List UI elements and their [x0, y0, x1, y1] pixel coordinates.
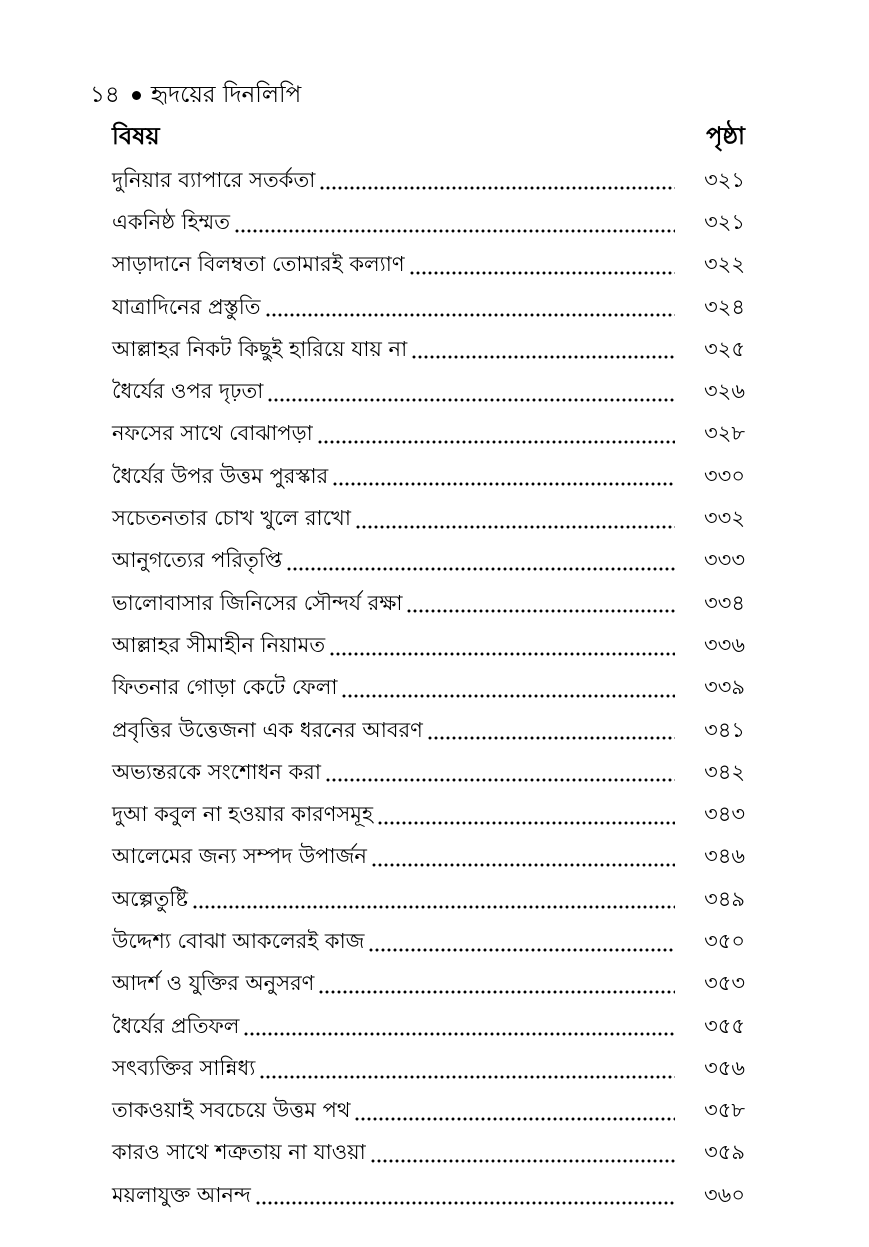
dot-leader: [259, 1075, 675, 1079]
dot-leader: [243, 1032, 675, 1036]
toc-entry-page: ৩৩৩: [704, 548, 745, 573]
toc-entry-page: ৩২২: [704, 252, 745, 277]
toc-entry: [112, 1006, 745, 1048]
dot-leader: [427, 736, 675, 740]
toc-entry-title: ভালোবাসার জিনিসের সৌন্দর্য রক্ষা: [112, 590, 403, 615]
toc-entry-page: ৩৩০: [704, 463, 745, 488]
toc-entry-page: ৩২৫: [704, 336, 745, 361]
toc-entry-page: ৩৫৩: [704, 971, 745, 996]
toc-entry-page: ৩৫৯: [704, 1140, 745, 1165]
toc-entry-page: ৩৫৮: [704, 1098, 745, 1123]
toc-entry-title: আল্লাহর সীমাহীন নিয়ামত: [112, 632, 326, 657]
toc-entry-title: সৎব্যক্তির সান্নিধ্য: [112, 1055, 256, 1080]
toc-entry-title: নফসের সাথে বোঝাপড়া: [112, 421, 313, 446]
toc-entry-title: দুআ কবুল না হওয়ার কারণসমূহ: [112, 802, 373, 827]
dot-leader: [329, 652, 675, 656]
toc-entry: [112, 879, 745, 921]
toc-entry: [112, 202, 745, 244]
toc-column-headers: [112, 118, 745, 158]
page-number: ১৪: [90, 82, 120, 108]
toc-entry-title: ধৈর্যের ওপর দৃঢ়তা: [112, 379, 264, 404]
toc-entry: [112, 668, 745, 710]
dot-leader: [411, 355, 675, 359]
toc-entry-page: ৩২৮: [704, 421, 745, 446]
toc-entry-title: অল্পেতুষ্টি: [112, 886, 188, 911]
toc-entry-page: ৩২৪: [704, 294, 745, 319]
toc-entry-page: ৩৪৬: [704, 844, 745, 869]
dot-leader: [406, 609, 675, 613]
dot-leader: [355, 525, 675, 529]
toc-entry: [112, 541, 745, 583]
toc-entry-title: সাড়াদানে বিলম্বতা তোমারই কল্যাণ: [112, 252, 405, 277]
toc-entry-title: কারও সাথে শত্রুতায় না যাওয়া: [112, 1140, 366, 1165]
running-header: [90, 76, 301, 115]
toc-entry: [112, 1091, 745, 1133]
toc-entry: [112, 371, 745, 413]
dot-leader: [319, 186, 675, 190]
toc-entry: [112, 837, 745, 879]
dot-leader: [377, 821, 675, 825]
dot-leader: [368, 948, 675, 952]
book-title: হৃদয়ের দিনলিপি: [150, 82, 302, 108]
toc-entry: [112, 625, 745, 667]
toc-entry-page: ৩৪১: [704, 717, 745, 742]
dot-leader: [354, 1117, 675, 1121]
dot-leader: [370, 1159, 675, 1163]
toc-entry: [112, 498, 745, 540]
toc-entry: [112, 752, 745, 794]
toc-entry-title: আল্লাহর নিকট কিছুই হারিয়ে যায় না: [112, 336, 408, 361]
toc-entry: [112, 456, 745, 498]
dot-leader: [317, 440, 675, 444]
dot-leader: [371, 863, 675, 867]
dot-leader: [341, 694, 675, 698]
toc-entry-page: ৩৫০: [704, 928, 745, 953]
page-column-header: পৃষ্ঠা: [706, 122, 745, 150]
toc-entry: [112, 245, 745, 287]
dot-leader: [192, 905, 675, 909]
toc-entry-title: দুনিয়ার ব্যাপারে সতর্কতা: [112, 167, 316, 192]
toc-entry: [112, 710, 745, 752]
toc-entry: [112, 1175, 745, 1217]
dot-leader: [255, 1201, 675, 1205]
toc-entry-title: আদর্শ ও যুক্তির অনুসরণ: [112, 971, 315, 996]
toc-entry-title: ধৈর্যের উপর উত্তম পুরস্কার: [112, 463, 329, 488]
toc-entry: [112, 964, 745, 1006]
bullet-icon: [132, 91, 141, 100]
toc-entry-page: ৩৩২: [704, 506, 745, 531]
dot-leader: [234, 229, 675, 233]
toc-entry-page: ৩৩৯: [704, 675, 745, 700]
dot-leader: [286, 567, 675, 571]
subject-column-header: বিষয়: [112, 122, 160, 150]
toc-entry-page: ৩২৬: [704, 379, 745, 404]
toc-entry-page: ৩৫৫: [704, 1013, 745, 1038]
toc-entry: [112, 921, 745, 963]
toc-entry: [112, 1133, 745, 1175]
toc-entry-page: ৩২১: [704, 167, 745, 192]
dot-leader: [325, 778, 675, 782]
toc-entry-title: যাত্রাদিনের প্রস্তুতি: [112, 294, 261, 319]
toc-entry: [112, 414, 745, 456]
toc-entry: [112, 583, 745, 625]
dot-leader: [332, 482, 675, 486]
toc-entry-page: ৩৪৩: [704, 802, 745, 827]
dot-leader: [409, 271, 675, 275]
toc-entry-page: ৩৪২: [704, 759, 745, 784]
dot-leader: [265, 313, 676, 317]
toc-entry-title: আলেমের জন্য সম্পদ উপার্জন: [112, 844, 367, 869]
toc-entry-page: ৩৩৪: [704, 590, 745, 615]
toc-entry-page: ৩৬০: [704, 1182, 745, 1207]
toc-entry-page: ৩২১: [704, 209, 745, 234]
toc-entry-title: অভ্যন্তরকে সংশোধন করা: [112, 759, 321, 784]
toc-entry-page: ৩৫৬: [704, 1055, 745, 1080]
toc-entry-page: ৩৩৬: [704, 632, 745, 657]
toc-entry-title: ময়লাযুক্ত আনন্দ: [112, 1182, 251, 1207]
toc-entry-page: ৩৪৯: [704, 886, 745, 911]
toc-entry-title: আনুগত্যের পরিতৃপ্তি: [112, 548, 283, 573]
toc-entry-title: ধৈর্যের প্রতিফল: [112, 1013, 240, 1038]
dot-leader: [267, 398, 675, 402]
toc-entry: [112, 160, 745, 202]
toc-entry-title: প্রবৃত্তির উত্তেজনা এক ধরনের আবরণ: [112, 717, 423, 742]
toc-entry-title: সচেতনতার চোখ খুলে রাখো: [112, 506, 351, 531]
toc-entry-title: উদ্দেশ্য বোঝা আকলেরই কাজ: [112, 928, 365, 953]
toc-entry: [112, 1048, 745, 1090]
table-of-contents: [112, 160, 745, 1217]
toc-entry: [112, 794, 745, 836]
toc-entry: [112, 329, 745, 371]
dot-leader: [318, 990, 675, 994]
toc-entry: [112, 287, 745, 329]
toc-entry-title: তাকওয়াই সবচেয়ে উত্তম পথ: [112, 1098, 351, 1123]
toc-entry-title: ফিতনার গোড়া কেটে ফেলা: [112, 675, 338, 700]
toc-entry-title: একনিষ্ঠ হিম্মত: [112, 209, 230, 234]
